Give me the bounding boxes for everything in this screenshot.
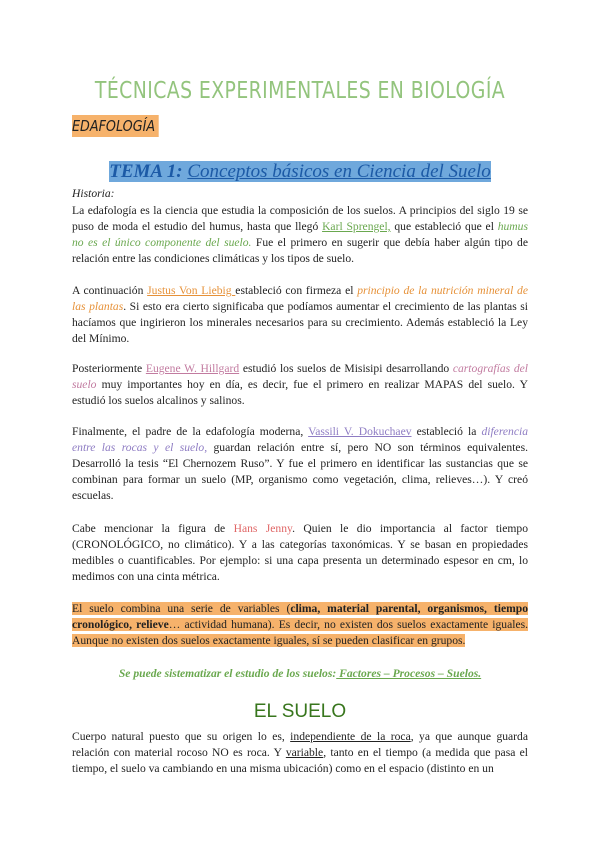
paragraph-liebig xyxy=(72,283,528,347)
variables-highlight xyxy=(72,602,528,647)
p1-text-c: Fue el primero en sugerir que debía haber algún tipo de relación entre las condiciones climáticas y los tipos de suelo. xyxy=(72,236,528,265)
el-suelo-heading: EL SUELO xyxy=(253,701,347,722)
name-hans-jenny: Hans Jenny xyxy=(233,522,293,535)
tema-text: Conceptos básicos en Ciencia del Suelo xyxy=(187,161,491,182)
paragraph-hillgard xyxy=(72,361,528,409)
tema-label: TEMA 1: xyxy=(109,161,183,182)
paragraph-sprengel xyxy=(72,203,528,267)
link-eugene-hillgard[interactable]: Eugene W. Hillgard xyxy=(145,362,240,375)
p3-text-c: muy importantes hoy en día, es decir, fue el primero en realizar MAPAS del suelo. Y estudió los suelos alcalinos y salinos. xyxy=(72,378,528,407)
historia-label: Historia: xyxy=(72,187,115,200)
p3-text-a: Posteriormente xyxy=(72,362,146,375)
sistematizar-line xyxy=(0,667,600,680)
sistematizar-a: Se puede sistematizar el estudio de los suelos: xyxy=(118,667,337,680)
sistematizar-b: Factores – Procesos – Suelos. xyxy=(336,667,482,680)
p7-underline-1: independiente de la roca xyxy=(290,730,411,743)
p4-text-a: Finalmente, el padre de la edafología moderna, xyxy=(72,425,309,438)
paragraph-jenny xyxy=(72,521,528,585)
p6-text-b: … actividad humana). Es decir, no existen dos suelos exactamente iguales. Aunque no existen dos suelos exactamente iguales, sí se pueden clasificar en grupos. xyxy=(72,618,528,647)
p3-text-b: estudió los suelos de Misisipi desarrollando xyxy=(239,362,453,375)
p4-text-c: guardan relación entre sí, pero NO son términos equivalentes. Desarrolló la tesis “El Chernozem Ruso”. Y fue el primero en identificar las sustancias que se combinan para formar un suelo (MP, organismo como vegetación, clima, relieves…). Y creó escuelas. xyxy=(72,441,528,502)
p7-underline-2: variable xyxy=(285,746,324,759)
link-vassili-dokuchaev[interactable]: Vassili V. Dokuchaev xyxy=(308,425,412,438)
p2-text-b: estableció con firmeza el xyxy=(235,284,358,297)
p1-italic: humus no es el único componente del suelo. xyxy=(72,220,528,249)
p7-text-a: Cuerpo natural puesto que su origen lo es, xyxy=(72,730,291,743)
p2-text-c: . Si esto era cierto significaba que podíamos aumentar el crecimiento de las plantas si hacíamos que ingirieron los minerales necesarios para su crecimiento. Además estableció la Ley del Mínimo. xyxy=(72,300,528,345)
link-justus-von-liebig[interactable]: Justus Von Liebig xyxy=(147,284,236,297)
p3-italic: cartografías del suelo xyxy=(72,362,528,391)
tema-highlight xyxy=(109,161,491,182)
document-title: TÉCNICAS EXPERIMENTALES EN BIOLOGÍA xyxy=(94,78,506,104)
p5-text-b: . Quien le dio importancia al factor tiempo (CRONOLÓGICO, no climático). Y a las categorías taxonómicas. Y se basan en propiedades medibles o cuantificables. Por ejemplo: si una capa presenta un determinado espesor en cm, lo medimos con una cinta métrica. xyxy=(72,522,529,583)
subject-heading: EDAFOLOGÍA xyxy=(72,115,158,137)
p6-text-a: El suelo combina una serie de variables ( xyxy=(72,602,291,615)
p1-text-a: La edafología es la ciencia que estudia la composición de los suelos. A principios del siglo 19 se puso de moda el estudio del humus, hasta que llegó xyxy=(72,204,528,233)
p2-italic: principio de la nutrición mineral de las plantas xyxy=(72,284,528,313)
p7-text-c: , tanto en el tiempo (a medida que pasa el tiempo, el suelo va cambiando en una misma ubicación) como en el espacio (distinto en un xyxy=(72,746,528,775)
p7-text-b: , ya que aunque guarda relación con material rocoso NO es roca. Y xyxy=(72,730,528,759)
p2-text-a: A continuación xyxy=(72,284,148,297)
p6-bold: clima, material parental, organismos, tiempo cronológico, relieve xyxy=(72,602,528,631)
p1-text-b: que estableció que el xyxy=(390,220,498,233)
p4-text-b: estableció la xyxy=(411,425,482,438)
link-karl-sprengel[interactable]: Karl Sprengel, xyxy=(322,220,391,233)
p4-italic: diferencia entre las rocas y el suelo, xyxy=(72,425,529,454)
tema-heading xyxy=(0,160,600,184)
paragraph-variables xyxy=(72,601,528,649)
p5-text-a: Cabe mencionar la figura de xyxy=(72,522,234,535)
paragraph-suelo xyxy=(72,729,528,777)
paragraph-dokuchaev xyxy=(72,424,528,504)
